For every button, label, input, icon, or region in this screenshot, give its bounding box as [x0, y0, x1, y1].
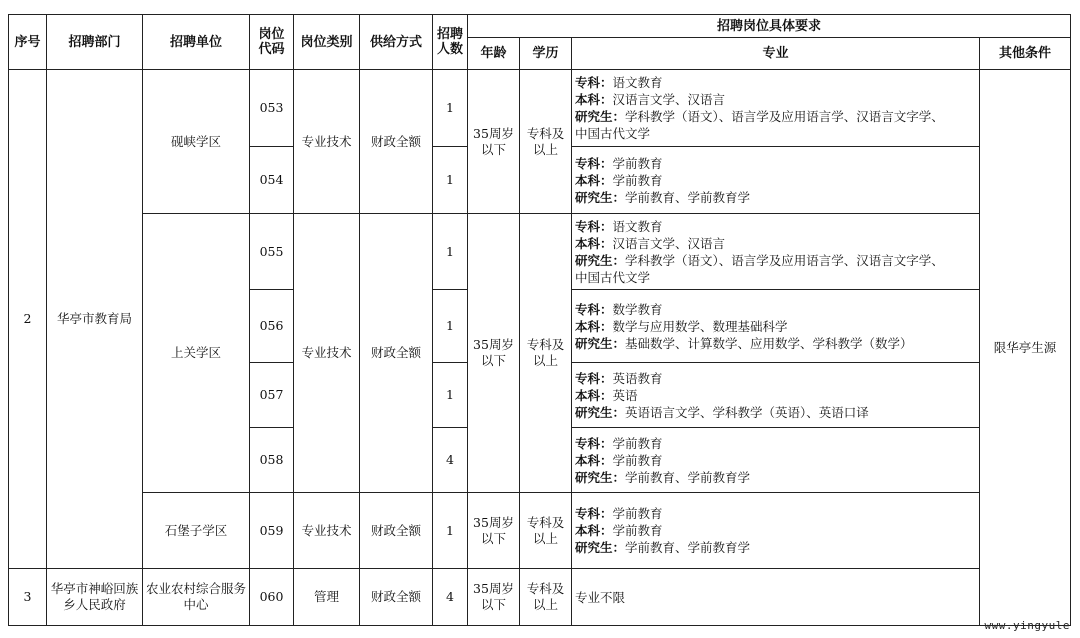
code-cell: 059 [250, 493, 294, 569]
label-benke: 本科： [575, 387, 613, 403]
unit-cell: 上关学区 [143, 214, 250, 493]
count-cell: 1 [433, 290, 468, 363]
seq-cell: 2 [9, 70, 47, 569]
label-benke: 本科： [575, 523, 613, 538]
type-cell: 专业技术 [294, 70, 360, 214]
age-cell: 35周岁以下 [468, 214, 520, 493]
major-benke: 汉语言文学、汉语言 [612, 92, 726, 107]
label-yanjiusheng: 研究生： [575, 469, 626, 485]
table-row [9, 214, 1071, 290]
code-cell: 056 [250, 290, 294, 363]
code-cell: 057 [250, 363, 294, 428]
header-seq: 序号 [9, 15, 47, 70]
count-cell: 4 [433, 428, 468, 493]
major-zhuanke: 语文教育 [612, 218, 663, 234]
watermark: www.yingyule [984, 619, 1070, 632]
major-yanjiusheng: 学科教学（语文）、语言学及应用语言学、汉语言文字学、 [625, 109, 944, 124]
count-cell: 4 [433, 569, 468, 626]
label-yanjiusheng: 研究生： [575, 252, 626, 268]
major-cell [572, 214, 980, 290]
age-cell: 35周岁以下 [468, 70, 520, 214]
major-zhuanke: 学前教育 [612, 506, 663, 521]
major-benke: 学前教育 [612, 452, 663, 468]
major-yanjiusheng: 学前教育、学前教育学 [625, 469, 751, 485]
count-cell: 1 [433, 493, 468, 569]
type-cell: 管理 [294, 569, 360, 626]
major-benke: 英语 [612, 387, 638, 403]
header-type: 岗位类别 [294, 15, 360, 70]
recruitment-table [8, 14, 1071, 626]
label-yanjiusheng: 研究生： [575, 540, 626, 555]
age-cell: 35周岁以下 [468, 493, 520, 569]
code-cell: 058 [250, 428, 294, 493]
label-zhuanke: 专科： [575, 75, 613, 90]
major-yanjiusheng: 学前教育、学前教育学 [625, 189, 751, 205]
count-cell: 1 [433, 214, 468, 290]
major-yanjiusheng: 英语语言文学、学科教学（英语）、英语口译 [625, 404, 869, 420]
header-major: 专业 [572, 38, 980, 70]
label-benke: 本科： [575, 452, 613, 468]
table-row [9, 493, 1071, 569]
label-zhuanke: 专科： [575, 370, 613, 386]
count-cell: 1 [433, 363, 468, 428]
major-benke: 数学与应用数学、数理基础科学 [612, 318, 788, 334]
funding-cell: 财政全额 [360, 214, 433, 493]
education-cell: 专科及以上 [520, 214, 572, 493]
major-zhuanke: 学前教育 [612, 435, 663, 451]
count-cell: 1 [433, 70, 468, 147]
label-yanjiusheng: 研究生： [575, 109, 626, 124]
major-benke: 学前教育 [612, 523, 663, 538]
unit-cell: 石堡子学区 [143, 493, 250, 569]
major-cell [572, 428, 980, 493]
major-benke: 学前教育 [612, 172, 663, 188]
major-benke: 汉语言文学、汉语言 [612, 235, 726, 251]
code-cell: 054 [250, 147, 294, 214]
major-cell [572, 493, 980, 569]
label-zhuanke: 专科： [575, 155, 613, 171]
header-unit: 招聘单位 [143, 15, 250, 70]
major-cell [572, 363, 980, 428]
header-row-1 [9, 15, 1071, 38]
code-cell: 055 [250, 214, 294, 290]
other-cell: 限华亭生源 [980, 70, 1071, 626]
label-zhuanke: 专科： [575, 506, 613, 521]
label-zhuanke: 专科： [575, 435, 613, 451]
label-yanjiusheng: 研究生： [575, 404, 626, 420]
header-count: 招聘人数 [433, 15, 468, 70]
table-row [9, 70, 1071, 147]
major-yanjiusheng: 学前教育、学前教育学 [625, 540, 751, 555]
education-cell: 专科及以上 [520, 493, 572, 569]
label-yanjiusheng: 研究生： [575, 189, 626, 205]
label-benke: 本科： [575, 172, 613, 188]
age-cell: 35周岁以下 [468, 569, 520, 626]
funding-cell: 财政全额 [360, 569, 433, 626]
label-yanjiusheng: 研究生： [575, 335, 626, 351]
type-cell: 专业技术 [294, 214, 360, 493]
type-cell: 专业技术 [294, 493, 360, 569]
header-age: 年龄 [468, 38, 520, 70]
label-zhuanke: 专科： [575, 301, 613, 317]
major-zhuanke: 数学教育 [612, 301, 663, 317]
major-yanjiusheng: 学科教学（语文）、语言学及应用语言学、汉语言文字学、 [625, 252, 944, 268]
funding-cell: 财政全额 [360, 493, 433, 569]
major-yanjiusheng-cont: 中国古代文学 [575, 269, 651, 285]
major-yanjiusheng-cont: 中国古代文学 [575, 126, 651, 141]
dept-cell: 华亭市神峪回族乡人民政府 [47, 569, 143, 626]
label-benke: 本科： [575, 92, 613, 107]
seq-cell: 3 [9, 569, 47, 626]
count-cell: 1 [433, 147, 468, 214]
major-zhuanke: 英语教育 [612, 370, 663, 386]
major-zhuanke: 语文教育 [612, 75, 663, 90]
dept-cell: 华亭市教育局 [47, 70, 143, 569]
major-cell [572, 290, 980, 363]
code-cell: 053 [250, 70, 294, 147]
header-other: 其他条件 [980, 38, 1071, 70]
education-cell: 专科及以上 [520, 569, 572, 626]
label-benke: 本科： [575, 235, 613, 251]
major-yanjiusheng: 基础数学、计算数学、应用数学、学科教学（数学） [625, 335, 913, 351]
major-cell [572, 147, 980, 214]
unit-cell: 农业农村综合服务中心 [143, 569, 250, 626]
header-funding: 供给方式 [360, 15, 433, 70]
header-dept: 招聘部门 [47, 15, 143, 70]
unit-cell: 砚峡学区 [143, 70, 250, 214]
major-cell: 专业不限 [572, 569, 980, 626]
label-benke: 本科： [575, 318, 613, 334]
education-cell: 专科及以上 [520, 70, 572, 214]
major-cell [572, 70, 980, 147]
table-row [9, 569, 1071, 626]
header-code: 岗位代码 [250, 15, 294, 70]
major-zhuanke: 学前教育 [612, 155, 663, 171]
funding-cell: 财政全额 [360, 70, 433, 214]
label-zhuanke: 专科： [575, 218, 613, 234]
header-education: 学历 [520, 38, 572, 70]
code-cell: 060 [250, 569, 294, 626]
header-requirements: 招聘岗位具体要求 [468, 15, 1071, 38]
